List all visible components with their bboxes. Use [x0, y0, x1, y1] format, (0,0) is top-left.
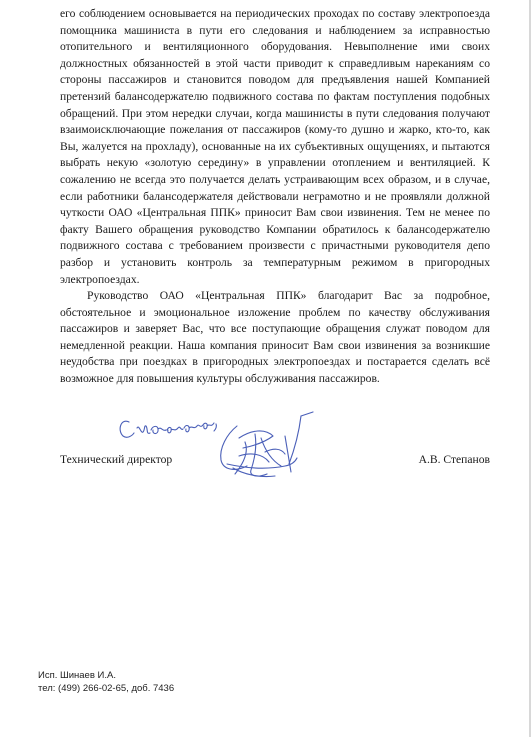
handwritten-signature-image — [115, 408, 325, 486]
signatory-name: А.В. Степанов — [418, 453, 490, 466]
executor-phone: тел: (499) 266-02-65, доб. 7436 — [38, 683, 175, 694]
signature-block — [60, 452, 490, 468]
letter-paragraph-1: его соблюдением основывается на периодических проходах по составу электропоезда помощника машиниста в пути его следования и наблюдением за исправностью отопительного и вентиляционного оборудования. Невыполнение ими своих должностных обязанностей в этой части приводит к справедливым нареканиям со стороны пассажиров и становится поводом для предъявления нашей Компанией претензий балансодержателю подвижного состава по фактам поступления подобных обращений. При этом нередки случаи, когда машинисты в пути следования получают взаимоисключающие пожелания от пассажиров (кому-то душно и жарко, кто-то, как Вы, жалуется на прохладу), основанные на их субъективных ощущениях, и пытаются выбрать некую «золотую середину» в управлении отоплением и вентиляцией. К сожалению не всегда это получается делать устраивающим всех образом, и в случае, если работники балансодержателя действовали неграмотно и не проявляли должной чуткости ОАО «Центральная ППК» приносит Вам свои извинения. Тем не менее по факту Вашего обращения руководство Компании обратилось к балансодержателю подвижного состава с требованием произвести с причастными руководителя депо разбор и установить контроль за температурным режимом в пригородных электропоездах. — [60, 7, 490, 286]
signatory-title: Технический директор — [60, 453, 173, 466]
letter-paragraph-2: Руководство ОАО «Центральная ППК» благодарит Вас за подробное, обстоятельное и эмоциональное изложение проблем по качеству обслуживания пассажиров и заверяет Вас, что все поступающие обращения служат поводом для немедленной реакции. Наша компания приносит Вам свои извинения за возникшие неудобства при поездках в пригородных электропоездах и постарается сделать всё возможное для повышения культуры обслуживания пассажиров. — [60, 289, 490, 386]
letter-body — [60, 6, 490, 388]
executor-name: Исп. Шинаев И.А. — [38, 670, 116, 681]
executor-footer — [38, 669, 174, 695]
